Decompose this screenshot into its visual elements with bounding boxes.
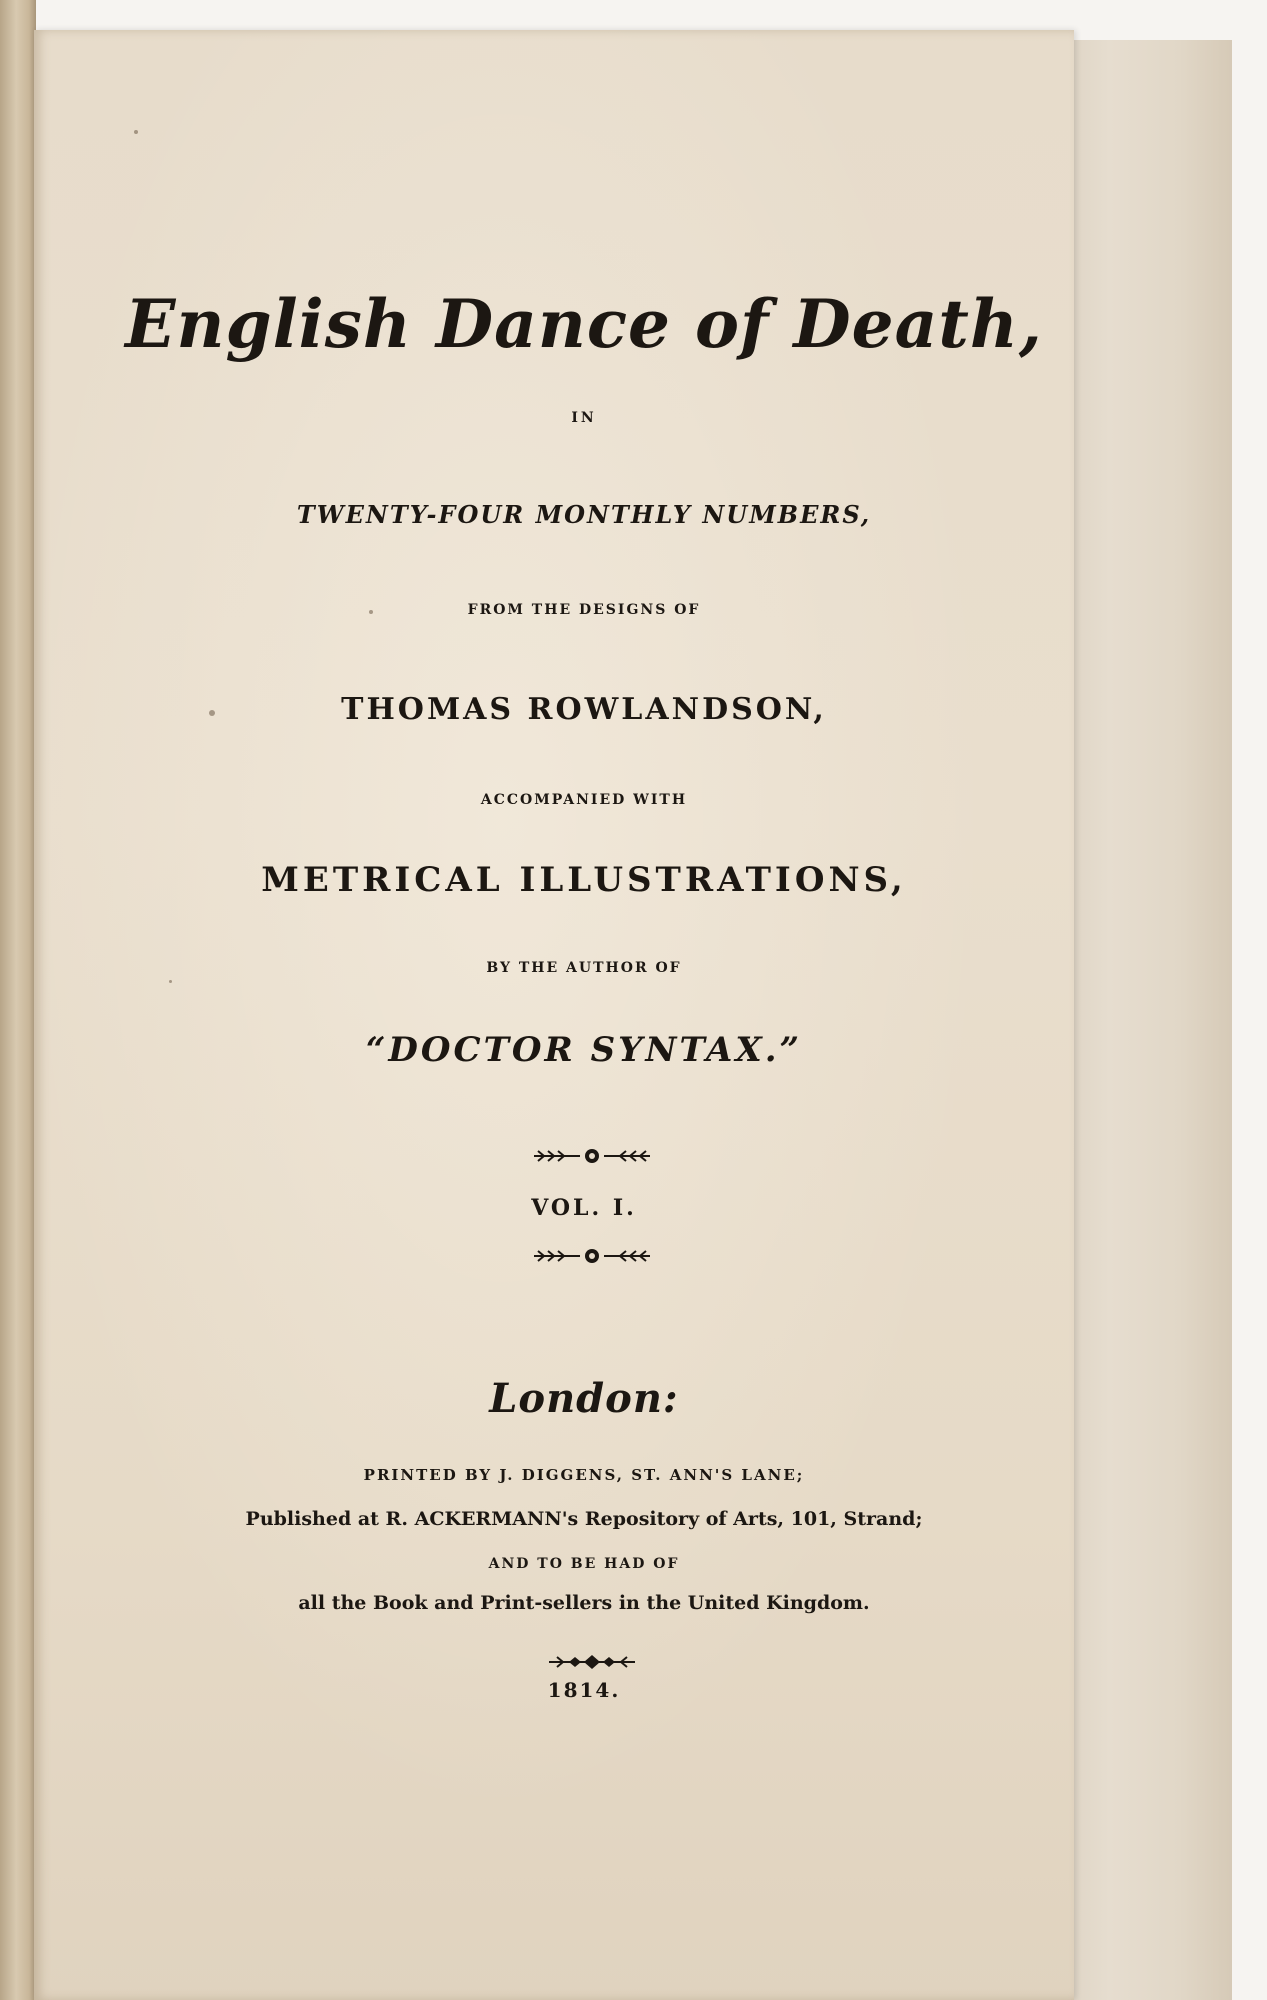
in-word: IN bbox=[571, 410, 597, 426]
publication-year: 1814. bbox=[547, 1678, 621, 1702]
by-author-line: BY THE AUTHOR OF bbox=[486, 960, 682, 976]
foxing-spot bbox=[169, 980, 172, 983]
book-title: English Dance of Death, bbox=[125, 285, 1043, 363]
arrow-rosette-ornament bbox=[532, 1145, 652, 1167]
subtitle: TWENTY-FOUR MONTHLY NUMBERS, bbox=[296, 500, 872, 529]
arrow-rosette-ornament bbox=[532, 1245, 652, 1267]
facing-page-edge bbox=[0, 0, 36, 2000]
foxing-spot bbox=[134, 130, 138, 134]
volume-number: VOL. I. bbox=[531, 1195, 637, 1221]
artist-name: THOMAS ROWLANDSON, bbox=[341, 692, 827, 727]
accompanied-line: ACCOMPANIED WITH bbox=[480, 792, 688, 808]
sellers-line: all the Book and Print-sellers in the United Kingdom. bbox=[298, 1592, 870, 1614]
imprint-city: London: bbox=[489, 1375, 679, 1422]
title-page bbox=[34, 30, 1074, 2000]
illustrations-line: METRICAL ILLUSTRATIONS, bbox=[261, 860, 907, 900]
arrow-diamond-ornament bbox=[547, 1652, 637, 1672]
printer-line: PRINTED BY J. DIGGENS, ST. ANN'S LANE; bbox=[363, 1466, 805, 1484]
publisher-line: Published at R. ACKERMANN's Repository of Arts, 101, Strand; bbox=[245, 1508, 923, 1530]
to-be-had-line: AND TO BE HAD OF bbox=[488, 1556, 680, 1572]
author-work-line: “DOCTOR SYNTAX.” bbox=[365, 1030, 803, 1070]
from-designs-line: FROM THE DESIGNS OF bbox=[467, 602, 701, 618]
